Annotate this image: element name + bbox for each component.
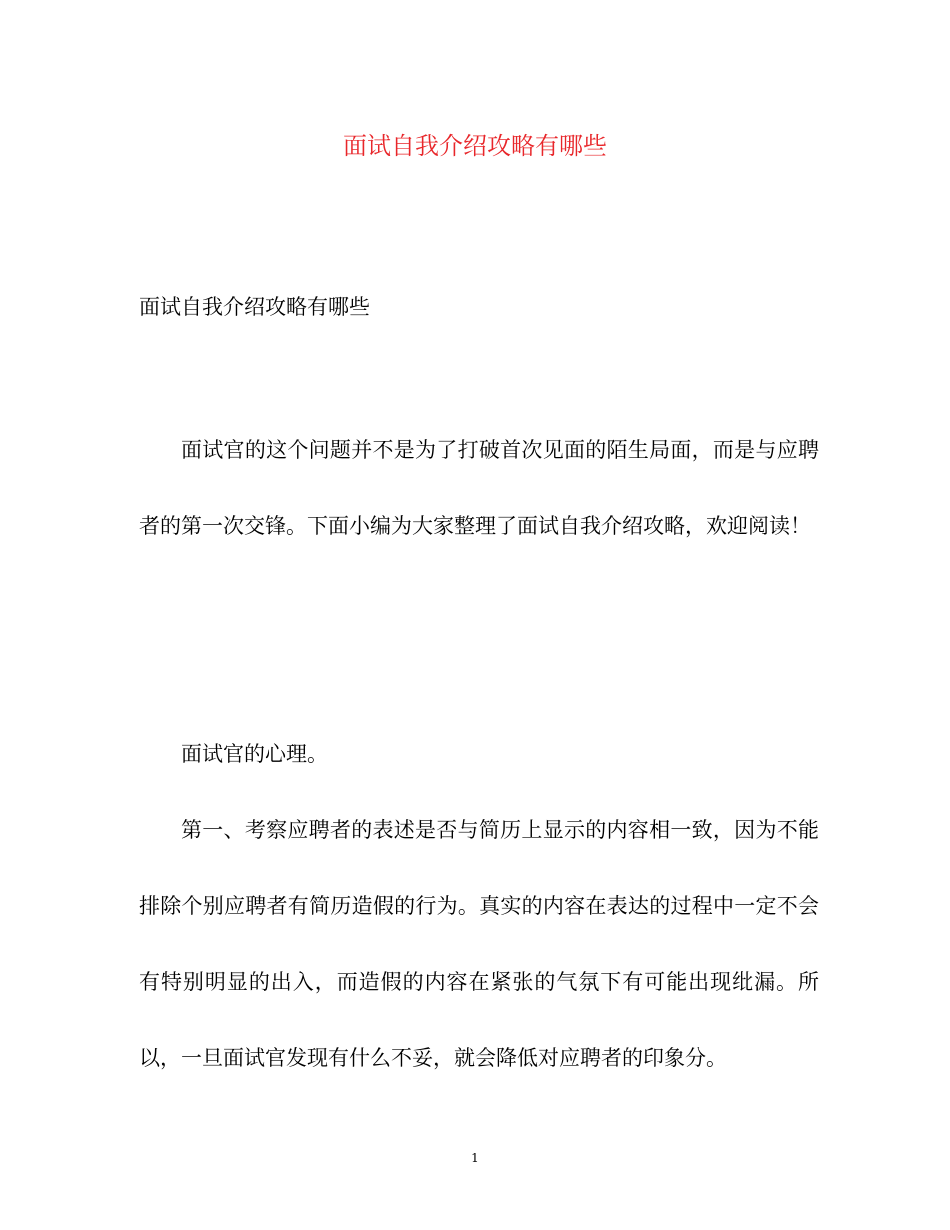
document-title: 面试自我介绍攻略有哪些 [343, 132, 607, 160]
paragraph-intro: 面试官的这个问题并不是为了打破首次见面的陌生局面，而是与应聘者的第一次交锋。下面小编为大家整理了面试自我介绍攻略，欢迎阅读！ [139, 438, 819, 538]
paragraph-heading: 面试官的心理。 [181, 742, 328, 766]
page-number: 1 [471, 1151, 479, 1165]
paragraph-first-point: 第一、考察应聘者的表述是否与简历上显示的内容相一致，因为不能排除个别应聘者有简历造假的行为。真实的内容在表达的过程中一定不会有特别明显的出入，而造假的内容在紧张的气氛下有可能出现纰漏。所以，一旦面试官发现有什么不妥，就会降低对应聘者的印象分。 [139, 818, 819, 1070]
document-subtitle: 面试自我介绍攻略有哪些 [139, 295, 370, 319]
